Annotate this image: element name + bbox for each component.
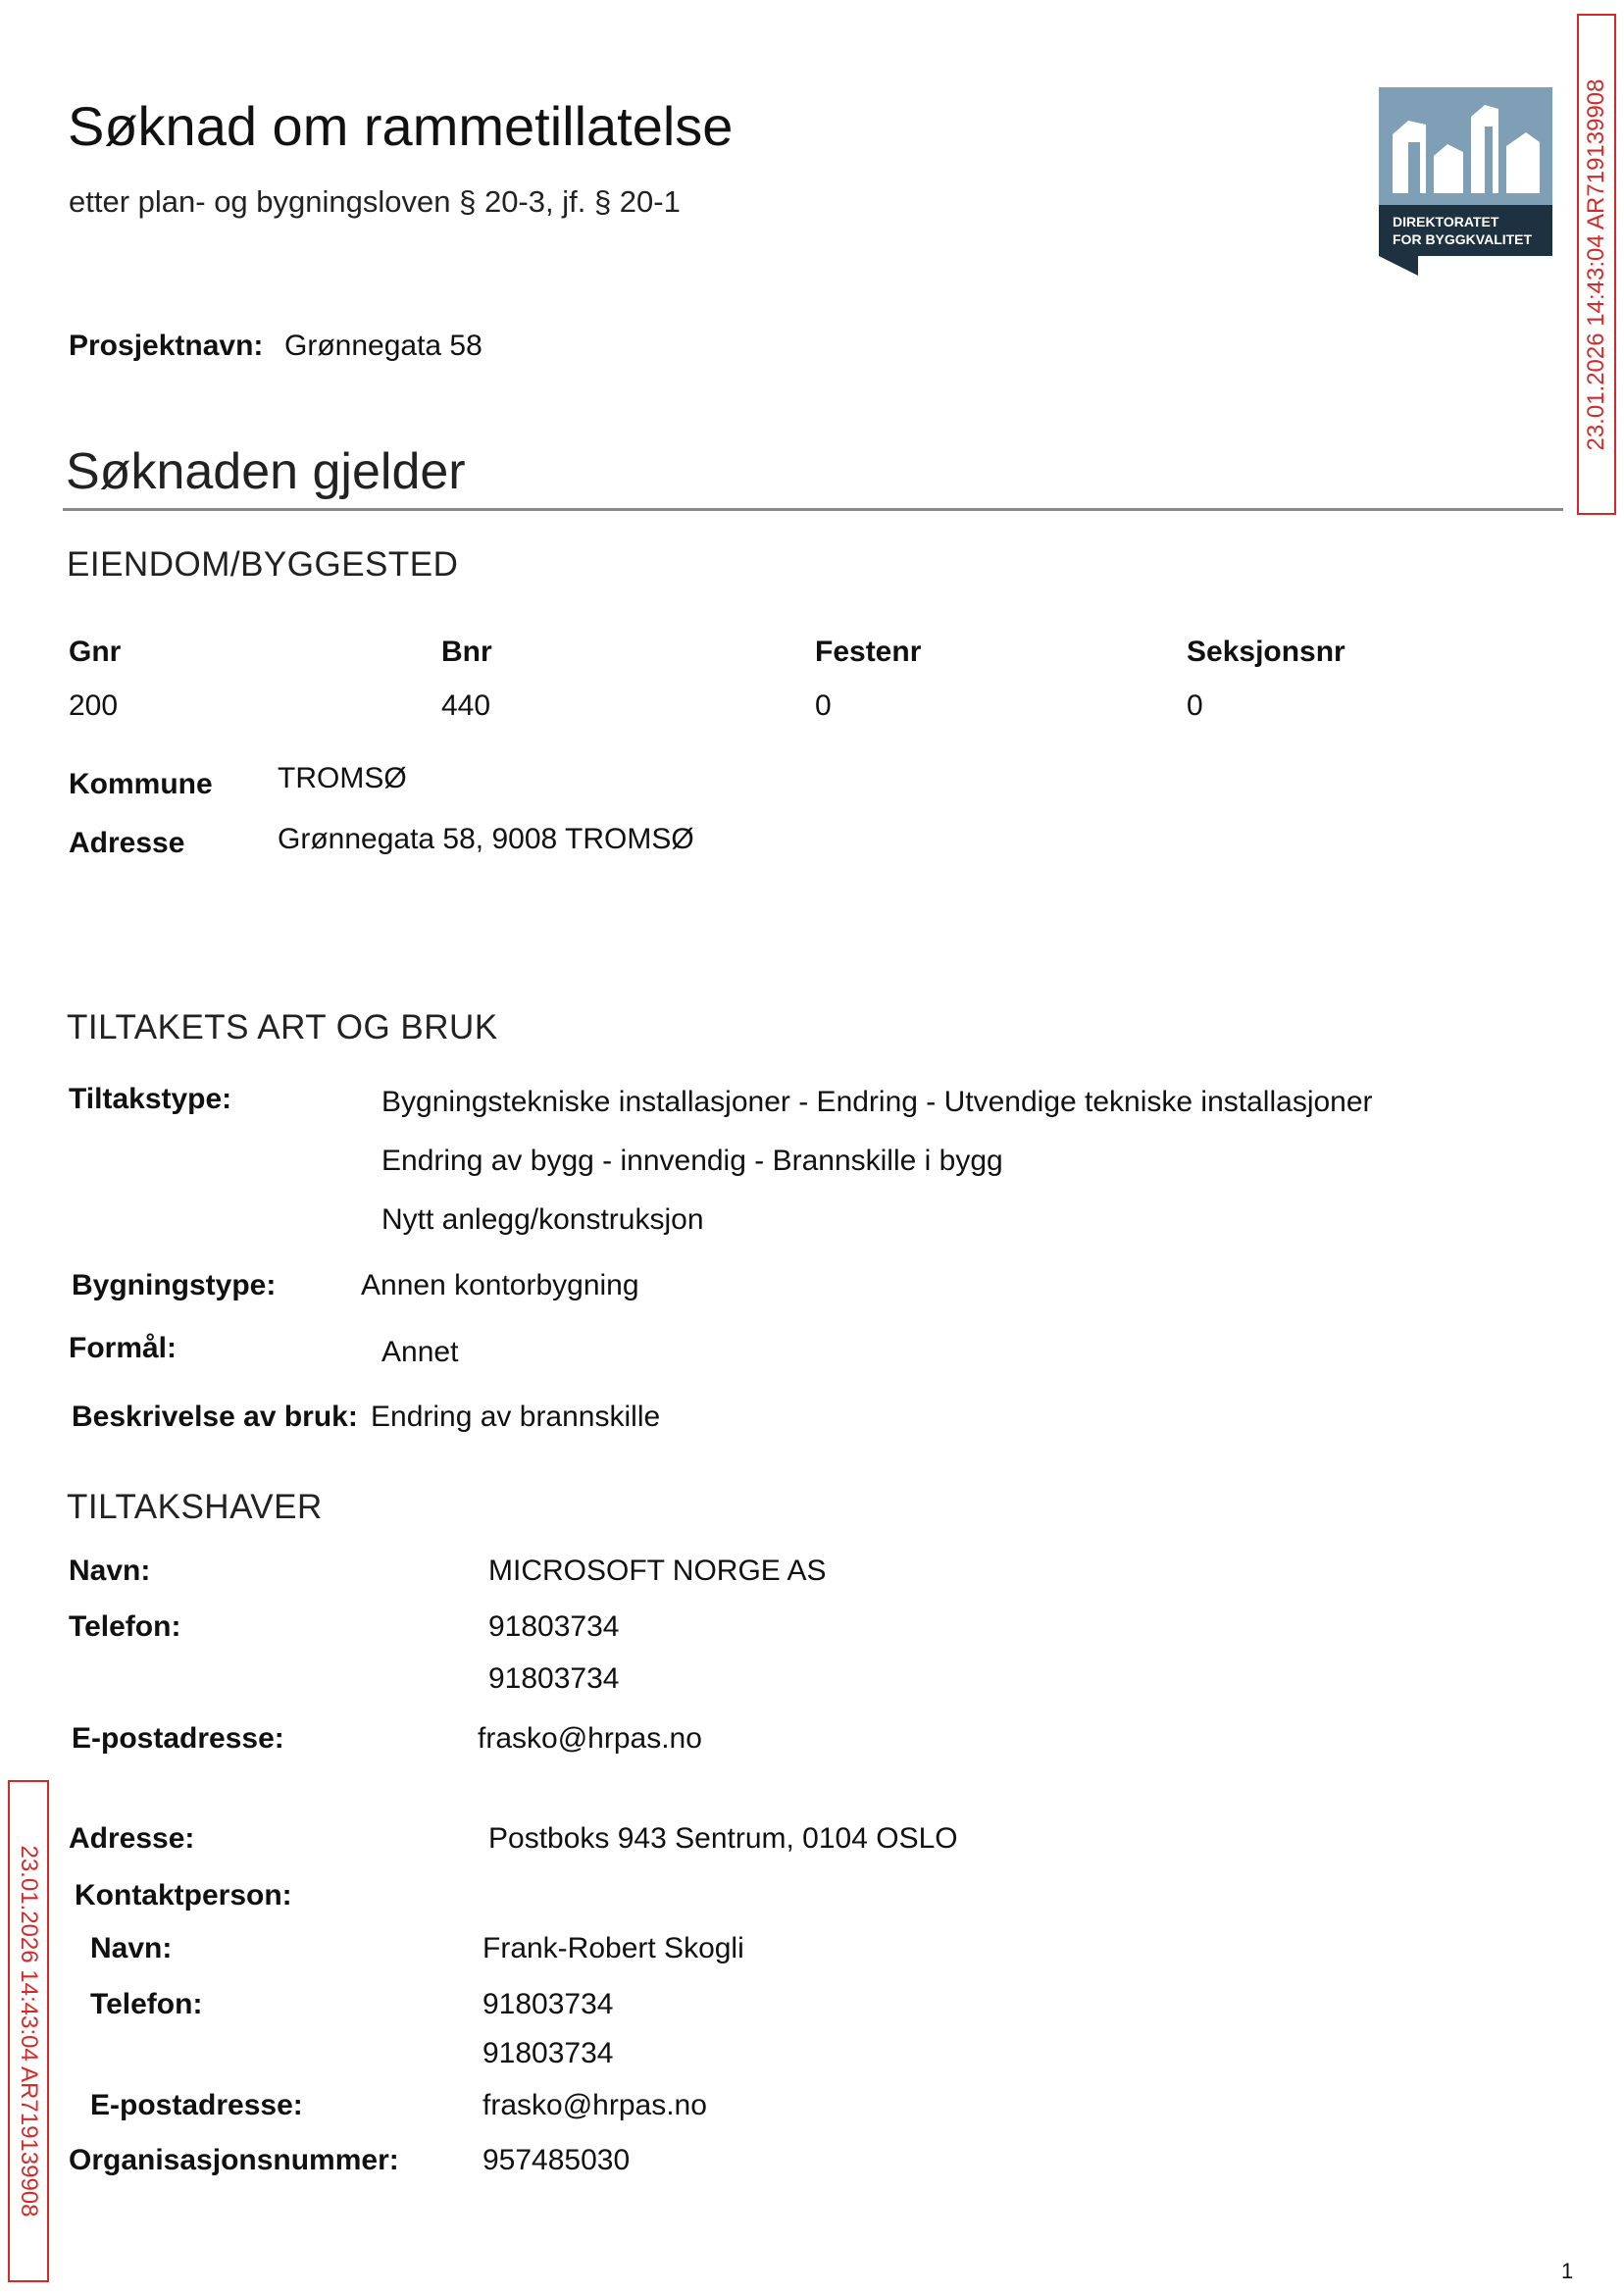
adresse-label: Adresse <box>69 827 185 859</box>
tiltakshaver-telefon-label: Telefon: <box>69 1610 181 1643</box>
tiltakstype-item-2: Endring av bygg - innvendig - Brannskille i bygg <box>381 1145 1003 1177</box>
formal-label: Formål: <box>69 1332 178 1364</box>
tiltakstype-item-3: Nytt anlegg/konstruksjon <box>381 1203 704 1236</box>
kontaktperson-label: Kontaktperson: <box>75 1879 292 1912</box>
logo-text-line2: FOR BYGGKVALITET <box>1393 231 1533 247</box>
kommune-label: Kommune <box>69 768 213 800</box>
dibk-logo <box>1379 87 1552 276</box>
page-number: 1 <box>1561 2259 1574 2283</box>
tiltakshaver-adresse-label: Adresse: <box>69 1822 195 1855</box>
stamp-text: 23.01.2026 14:43:04 AR719139908 <box>16 1845 42 2218</box>
gnr-label: Gnr <box>69 636 122 668</box>
document-subtitle: etter plan- og bygningsloven § 20-3, jf. § 20-1 <box>69 184 681 219</box>
seksjonsnr-value: 0 <box>1187 689 1203 722</box>
section-title: Søknaden gjelder <box>66 443 466 500</box>
adresse-value: Grønnegata 58, 9008 TROMSØ <box>278 823 694 855</box>
logo-text-line1: DIREKTORATET <box>1393 214 1499 229</box>
gnr-value: 200 <box>69 689 119 722</box>
kontaktperson-telefon-label: Telefon: <box>90 1988 203 2020</box>
organisasjonsnummer-label: Organisasjonsnummer: <box>69 2144 399 2176</box>
tiltakshaver-navn-label: Navn: <box>69 1555 151 1587</box>
tiltak-heading: TILTAKETS ART OG BRUK <box>67 1008 498 1046</box>
seksjonsnr-label: Seksjonsnr <box>1187 636 1345 668</box>
tiltakstype-item-1: Bygningstekniske installasjoner - Endring - Utvendige tekniske installasjoner <box>381 1086 1373 1118</box>
kontaktperson-epost-label: E-postadresse: <box>90 2089 303 2121</box>
bnr-value: 440 <box>441 689 491 722</box>
tiltakshaver-epost-value: frasko@hrpas.no <box>478 1722 702 1755</box>
formal-value: Annet <box>381 1336 459 1368</box>
festenr-value: 0 <box>815 689 832 722</box>
tiltakshaver-telefon-1: 91803734 <box>488 1610 620 1643</box>
kontaktperson-navn-label: Navn: <box>90 1932 173 1964</box>
kommune-value: TROMSØ <box>278 762 407 794</box>
kontaktperson-epost-value: frasko@hrpas.no <box>482 2089 707 2121</box>
kontaktperson-telefon-1: 91803734 <box>482 1988 614 2020</box>
project-label: Prosjektnavn: <box>69 330 264 362</box>
bnr-label: Bnr <box>441 636 492 668</box>
bygningstype-value: Annen kontorbygning <box>361 1269 639 1301</box>
tiltakshaver-navn-value: MICROSOFT NORGE AS <box>488 1555 827 1587</box>
tiltakshaver-adresse-value: Postboks 943 Sentrum, 0104 OSLO <box>488 1822 958 1855</box>
section-divider <box>63 508 1563 511</box>
bygningstype-label: Bygningstype: <box>72 1269 277 1301</box>
beskrivelse-label: Beskrivelse av bruk: <box>72 1401 358 1433</box>
stamp-text: 23.01.2026 14:43:04 AR719139908 <box>1583 77 1609 451</box>
tiltakstype-label: Tiltakstype: <box>69 1083 232 1115</box>
tiltakshaver-heading: TILTAKSHAVER <box>67 1488 323 1526</box>
kontaktperson-navn-value: Frank-Robert Skogli <box>482 1932 744 1964</box>
beskrivelse-value: Endring av brannskille <box>371 1401 661 1433</box>
timestamp-stamp-right <box>1577 14 1616 515</box>
tiltakshaver-epost-label: E-postadresse: <box>72 1722 284 1755</box>
tiltakshaver-telefon-2: 91803734 <box>488 1662 620 1695</box>
festenr-label: Festenr <box>815 636 922 668</box>
kontaktperson-telefon-2: 91803734 <box>482 2037 614 2069</box>
organisasjonsnummer-value: 957485030 <box>482 2144 631 2176</box>
project-value: Grønnegata 58 <box>284 330 482 362</box>
document-title: Søknad om rammetillatelse <box>68 95 734 157</box>
timestamp-stamp-left <box>8 1780 49 2282</box>
property-heading: EIENDOM/BYGGESTED <box>67 545 459 584</box>
